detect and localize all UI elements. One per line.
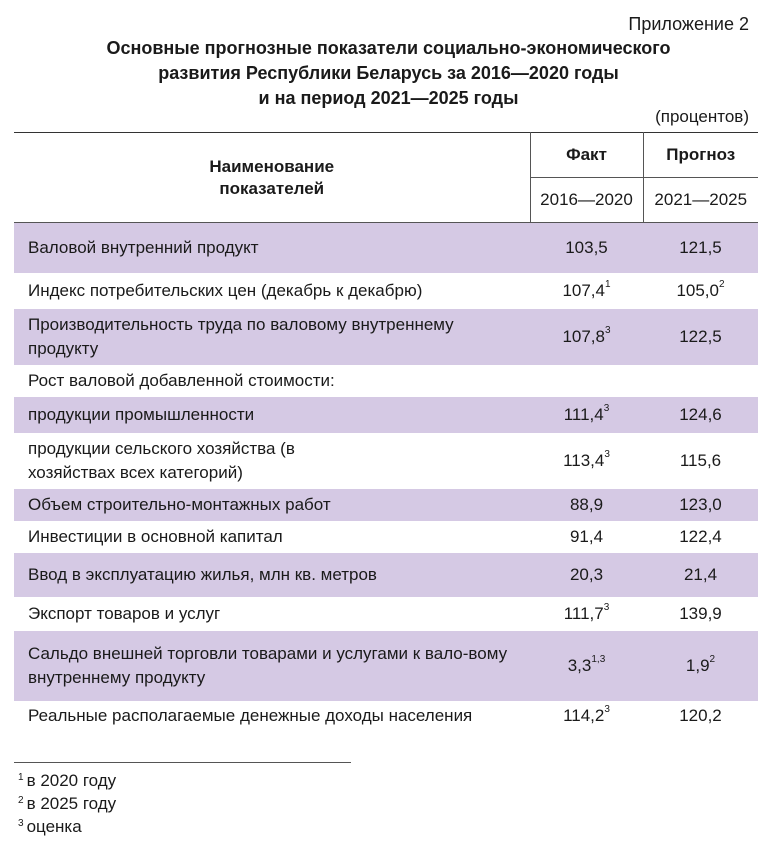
table-row bbox=[14, 273, 758, 309]
footnotes bbox=[18, 769, 116, 838]
title-line: развития Республики Беларусь за 2016—2020 годы bbox=[158, 63, 619, 83]
row-forecast: 122,5 bbox=[643, 309, 758, 365]
row-forecast: 105,0$^2$ bbox=[676, 279, 725, 300]
row-name: Объем строительно-монтажных работ bbox=[14, 489, 530, 521]
row-forecast: 21,4 bbox=[643, 553, 758, 597]
row-fact: 3,3$^{1,3}$ bbox=[530, 631, 643, 701]
header-period-forecast: 2021—2025 bbox=[643, 178, 758, 223]
table-row bbox=[14, 597, 758, 631]
row-forecast: 120,2 bbox=[679, 706, 722, 725]
row-fact: 88,9 bbox=[530, 489, 643, 521]
row-fact bbox=[530, 365, 643, 397]
table-row bbox=[14, 365, 758, 397]
appendix-label: Приложение 2 bbox=[628, 14, 749, 34]
row-fact: 20,3 bbox=[530, 553, 643, 597]
row-name: Валовой внутренний продукт bbox=[14, 223, 530, 274]
table-row bbox=[14, 397, 758, 433]
row-fact: 91,4 bbox=[569, 527, 604, 546]
row-forecast: 121,5 bbox=[643, 223, 758, 274]
row-name: Экспорт товаров и услуг bbox=[28, 604, 221, 623]
row-name: продукции промышленности bbox=[14, 397, 530, 433]
row-name: Индекс потребительских цен (декабрь к декабрю) bbox=[28, 281, 423, 300]
row-name: Рост валовой добавленной стоимости: bbox=[28, 371, 335, 390]
row-forecast: $1,9^2$ bbox=[643, 631, 758, 701]
table-row bbox=[14, 223, 758, 274]
row-forecast: 124,6 bbox=[643, 397, 758, 433]
table-row bbox=[14, 701, 758, 731]
row-forecast: 122,4 bbox=[679, 527, 722, 546]
header-period-fact: 2016—2020 bbox=[530, 178, 643, 223]
header-forecast: Прогноз bbox=[643, 133, 758, 178]
header-indicator-name: Наименование показателей bbox=[14, 133, 530, 223]
header-fact: Факт bbox=[530, 133, 643, 178]
row-name: Реальные располагаемые денежные доходы населения bbox=[28, 706, 473, 725]
indicators-table bbox=[14, 132, 758, 731]
title-line: Основные прогнозные показатели социально-экономического bbox=[106, 38, 671, 58]
title-line: и на период 2021—2025 годы bbox=[258, 88, 519, 108]
row-fact: 107,4$^1$ bbox=[562, 279, 611, 300]
table-row bbox=[14, 489, 758, 521]
row-fact: 103,5 bbox=[530, 223, 643, 274]
units-label: (процентов) bbox=[655, 107, 749, 126]
table-row bbox=[14, 433, 758, 489]
row-name: продукции сельского хозяйства (в хозяйствах всех категорий) bbox=[28, 439, 295, 482]
row-forecast bbox=[643, 365, 758, 397]
row-name: Ввод в эксплуатацию жилья, млн кв. метров bbox=[14, 553, 530, 597]
row-name: Инвестиции в основной капитал bbox=[28, 527, 283, 546]
document-title bbox=[0, 36, 777, 111]
footnote: $^2$ в 2025 году bbox=[18, 794, 117, 813]
table-row bbox=[14, 631, 758, 701]
footnote-divider bbox=[14, 762, 351, 763]
footnote: $^1$ в 2020 году bbox=[18, 771, 117, 790]
row-forecast: 115,6 bbox=[679, 451, 722, 470]
row-fact: 107,8$^3$ bbox=[530, 309, 643, 365]
row-fact: 111,7$^3$ bbox=[563, 602, 610, 623]
row-name: Сальдо внешней торговли товарами и услугами к вало-вому внутреннему продукту bbox=[14, 631, 530, 701]
row-fact: 114,2$^3$ bbox=[563, 704, 610, 725]
table-row bbox=[14, 521, 758, 553]
row-fact: 113,4$^3$ bbox=[563, 449, 610, 470]
row-name: Производительность труда по валовому внутреннему продукту bbox=[14, 309, 530, 365]
footnote: $^3$ оценка bbox=[18, 817, 82, 836]
row-forecast: 139,9 bbox=[679, 604, 722, 623]
table-row bbox=[14, 309, 758, 365]
row-forecast: 123,0 bbox=[643, 489, 758, 521]
row-fact: 111,4$^3$ bbox=[530, 397, 643, 433]
table-row bbox=[14, 553, 758, 597]
